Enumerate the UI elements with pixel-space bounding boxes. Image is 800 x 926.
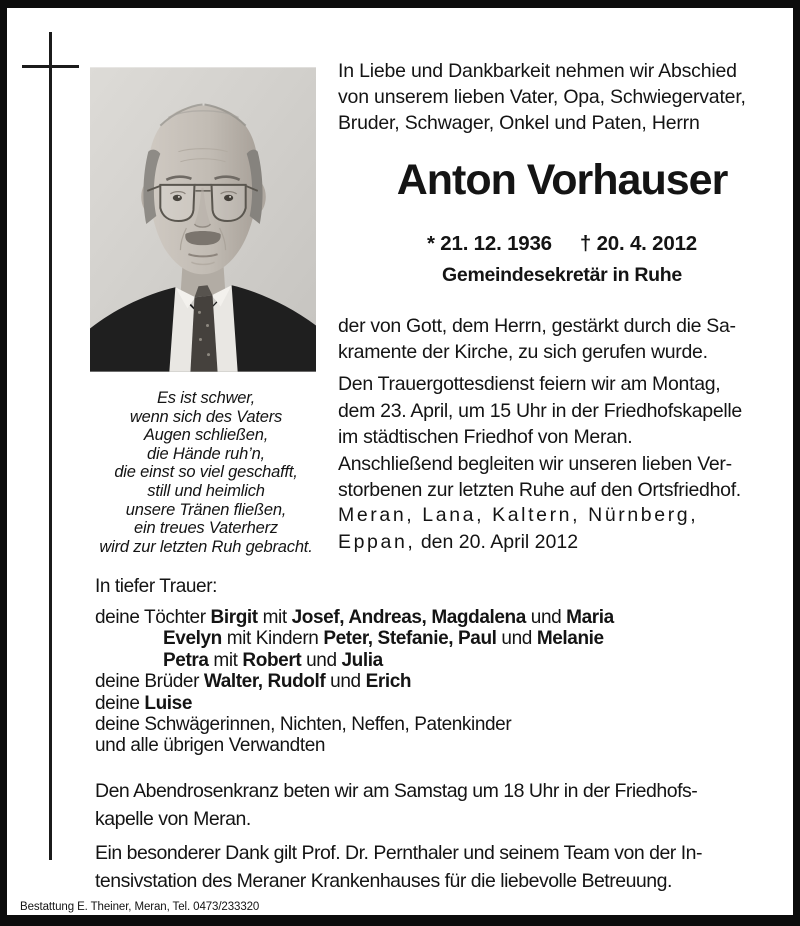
obituary-page xyxy=(7,8,793,915)
intro-line: Bruder, Schwager, Onkel und Paten, Herrn xyxy=(338,112,700,134)
poem-line: unsere Tränen fließen, xyxy=(125,500,287,519)
deceased-name: Anton Vorhauser xyxy=(396,156,728,204)
intro-line: In Liebe und Dankbarkeit nehmen wir Abschied xyxy=(338,60,737,82)
service-line: storbenen zur letzten Ruhe auf den Ortsfriedhof. xyxy=(338,479,741,502)
rosary-line: kapelle von Meran. xyxy=(95,808,251,830)
mourner-line: deine Töchter Birgit mit Josef, Andreas, Magdalena und Maria xyxy=(95,607,614,628)
poem-line: ein treues Vaterherz xyxy=(134,519,278,538)
mourner-line: deine Schwägerinnen, Nichten, Neffen, Patenkinder xyxy=(95,714,512,736)
funeral-home-info: Bestattung E. Theiner, Meran, Tel. 0473/233320 xyxy=(20,901,260,913)
mourner-line: deine Brüder Walter, Rudolf und Erich xyxy=(95,671,412,693)
rosary-paragraph xyxy=(95,777,697,833)
death-date: † 20. 4. 2012 xyxy=(579,232,697,255)
poem-line: wenn sich des Vaters xyxy=(129,407,283,426)
mourner-line: Petra mit Robert und Julia xyxy=(163,649,383,671)
place-dateline xyxy=(338,502,698,555)
poem-line: Augen schließen, xyxy=(143,426,269,445)
cross-horizontal-bar xyxy=(22,65,79,68)
poem-line: Es ist schwer, xyxy=(156,389,256,407)
intro-line: von unserem lieben Vater, Opa, Schwiegervater, xyxy=(338,86,746,108)
called-paragraph xyxy=(338,313,736,365)
service-line: dem 23. April, um 15 Uhr in der Friedhofskapelle xyxy=(338,399,742,422)
thanks-paragraph xyxy=(95,839,702,895)
birth-death-dates xyxy=(338,232,786,256)
intro-text xyxy=(338,58,746,136)
rosary-line: Den Abendrosenkranz beten wir am Samstag um 18 Uhr in der Friedhofs- xyxy=(95,780,698,802)
dateline-date: Eppan, den 20. April 2012 xyxy=(338,530,579,553)
thanks-line: Ein besonderer Dank gilt Prof. Dr. Pernthaler und seinem Team von der In- xyxy=(95,842,702,864)
dateline-places: Meran, Lana, Kaltern, Nürnberg, xyxy=(338,504,699,526)
cross-vertical-bar xyxy=(49,32,52,860)
poem-line: die Hände ruh’n, xyxy=(147,444,265,463)
deceased-title: Gemeindesekretär in Ruhe xyxy=(442,264,682,286)
portrait-illustration xyxy=(90,67,316,372)
mourner-line: Evelyn mit Kindern Peter, Stefanie, Paul und Melanie xyxy=(163,628,604,650)
service-line: Den Trauergottesdienst feiern wir am Montag, xyxy=(338,373,721,395)
mourners-section xyxy=(95,576,614,757)
service-line: im städtischen Friedhof von Meran. xyxy=(338,426,633,449)
poem-line: wird zur letzten Ruh gebracht. xyxy=(99,537,313,556)
thanks-line: tensivstation des Meraner Krankenhauses für die liebevolle Betreuung. xyxy=(95,870,672,892)
poem-line: still und heimlich xyxy=(147,481,265,500)
called-line: kramente der Kirche, zu sich gerufen wurde. xyxy=(338,341,708,363)
memorial-poem xyxy=(65,389,347,556)
mourners-heading: In tiefer Trauer: xyxy=(95,576,218,597)
birth-date: * 21. 12. 1936 xyxy=(427,232,552,255)
mourner-line: und alle übrigen Verwandten xyxy=(95,735,326,757)
poem-line: die einst so viel geschafft, xyxy=(114,463,298,482)
called-line: der von Gott, dem Herrn, gestärkt durch die Sa- xyxy=(338,315,736,337)
service-paragraph xyxy=(338,371,742,504)
portrait-photo xyxy=(90,67,316,372)
service-line: Anschließend begleiten wir unseren lieben Ver- xyxy=(338,452,732,475)
mourner-line: deine Luise xyxy=(95,692,192,714)
